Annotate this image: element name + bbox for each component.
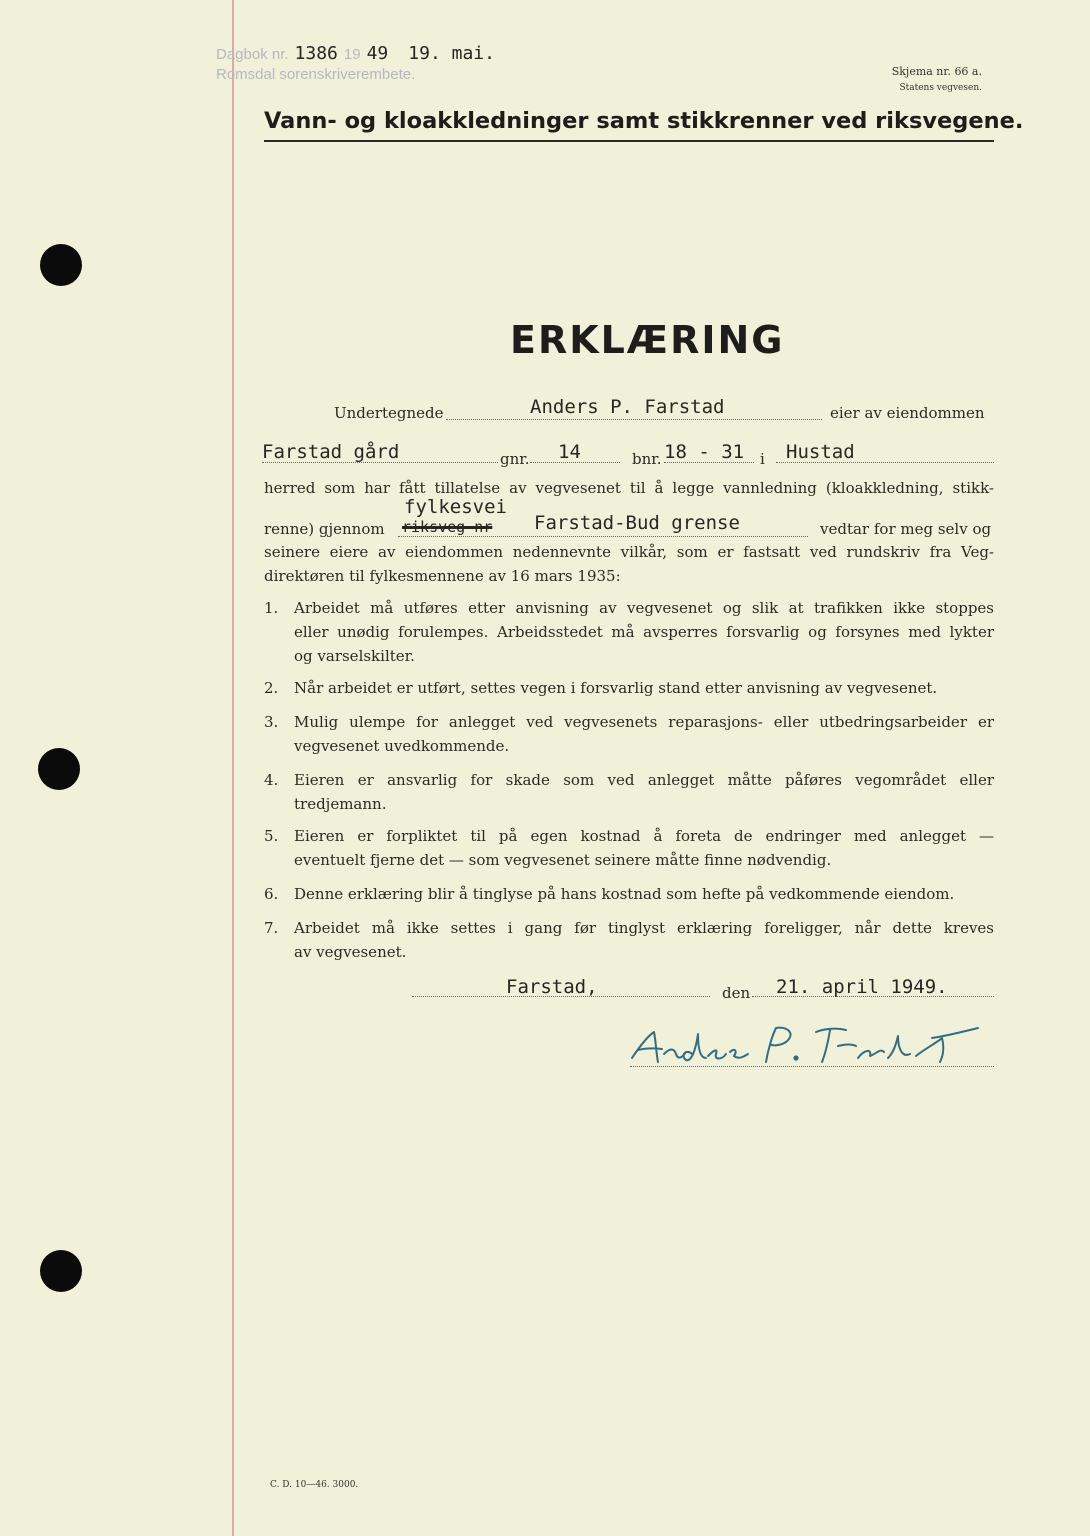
condition-line: Arbeidet må ikke settes i gang før tinglyst erklæring foreligger, når dette kreves bbox=[294, 919, 994, 937]
dagbok-number: 1386 bbox=[294, 43, 338, 64]
header-title: Vann- og kloakkledninger samt stikkrenner ved riksvegene. bbox=[264, 108, 994, 142]
condition-number: 6. bbox=[264, 885, 279, 903]
year-prefix: 19 bbox=[343, 46, 361, 63]
punch-hole bbox=[40, 244, 82, 286]
footer-code: C. D. 10—46. 3000. bbox=[270, 1480, 359, 1490]
gnr-label: gnr. bbox=[500, 450, 530, 468]
condition-line: eller unødig forulempes. Arbeidsstedet må avsperres forsvarlig og forsynes med lykter bbox=[294, 623, 994, 641]
intro-line-1: herred som har fått tillatelse av vegvesenet til å legge vannledning (kloakkledning, stikk- bbox=[264, 479, 994, 497]
form-number: Skjema nr. 66 a. bbox=[891, 65, 982, 78]
bnr-field: 18 - 31 bbox=[664, 441, 745, 463]
place-field: Farstad, bbox=[506, 976, 598, 998]
margin-line bbox=[232, 0, 234, 1536]
property-field: Farstad gård bbox=[262, 441, 400, 463]
signature-drawing bbox=[626, 1018, 986, 1074]
condition-number: 1. bbox=[264, 599, 279, 617]
punch-hole bbox=[38, 748, 80, 790]
i-label: i bbox=[760, 450, 765, 468]
condition-line: Mulig ulempe for anlegget ved vegvesenets reparasjons- eller utbedringsarbeider er bbox=[294, 713, 994, 731]
road-dotline bbox=[398, 536, 808, 537]
condition-number: 7. bbox=[264, 919, 279, 937]
name-dotline bbox=[446, 419, 822, 420]
date-field: 21. april 1949. bbox=[776, 976, 948, 998]
road-type-field: fylkesvei bbox=[404, 496, 507, 518]
undertegnede-label: Undertegnede bbox=[334, 404, 444, 422]
signature bbox=[626, 1018, 986, 1074]
intro-line-4: direktøren til fylkesmennene av 16 mars 1935: bbox=[264, 567, 621, 585]
condition-number: 3. bbox=[264, 713, 279, 731]
condition-line: Denne erklæring blir å tinglyse på hans kostnad som hefte på vedkommende eiendom. bbox=[294, 885, 955, 903]
bnr-label: bnr. bbox=[632, 450, 662, 468]
municipality-field: Hustad bbox=[786, 441, 855, 463]
name-field: Anders P. Farstad bbox=[530, 396, 725, 418]
struck-road-text: riksveg nr bbox=[402, 518, 493, 536]
form-agency: Statens vegvesen. bbox=[899, 83, 982, 93]
stamp-date: 19. mai. bbox=[408, 43, 495, 64]
condition-number: 4. bbox=[264, 771, 279, 789]
document-title: ERKLÆRING bbox=[510, 318, 785, 362]
condition-line: Eieren er ansvarlig for skade som ved anlegget måtte påføres vegområdet eller bbox=[294, 771, 994, 789]
eier-label: eier av eiendommen bbox=[830, 404, 985, 422]
road-name-field: Farstad-Bud grense bbox=[534, 512, 740, 534]
dagbok-label: Dagbok nr. bbox=[216, 46, 289, 63]
condition-line: tredjemann. bbox=[294, 795, 387, 813]
condition-line: av vegvesenet. bbox=[294, 943, 407, 961]
office-name: Romsdal sorenskriverembete. bbox=[216, 66, 416, 83]
condition-line: vegvesenet uvedkommende. bbox=[294, 737, 510, 755]
condition-line: og varselskilter. bbox=[294, 647, 415, 665]
vedtar-text: vedtar for meg selv og bbox=[820, 520, 992, 538]
punch-hole bbox=[40, 1250, 82, 1292]
gnr-field: 14 bbox=[558, 441, 581, 463]
year-suffix: 49 bbox=[366, 43, 389, 64]
condition-line: eventuelt fjerne det — som vegvesenet seinere måtte finne nødvendig. bbox=[294, 851, 832, 869]
condition-line: Når arbeidet er utført, settes vegen i forsvarlig stand etter anvisning av vegvesenet. bbox=[294, 679, 938, 697]
condition-number: 5. bbox=[264, 827, 279, 845]
renne-label: renne) gjennom bbox=[264, 520, 385, 538]
den-label: den bbox=[722, 984, 751, 1002]
intro-line-3: seinere eiere av eiendommen nedennevnte vilkår, som er fastsatt ved rundskriv fra Veg- bbox=[264, 543, 994, 561]
condition-line: Eieren er forpliktet til på egen kostnad å foreta de endringer med anlegget — bbox=[294, 827, 994, 845]
form-number-block bbox=[892, 64, 982, 96]
condition-line: Arbeidet må utføres etter anvisning av vegvesenet og slik at trafikken ikke stoppes bbox=[294, 599, 994, 617]
condition-number: 2. bbox=[264, 679, 279, 697]
registry-stamp bbox=[216, 44, 495, 85]
